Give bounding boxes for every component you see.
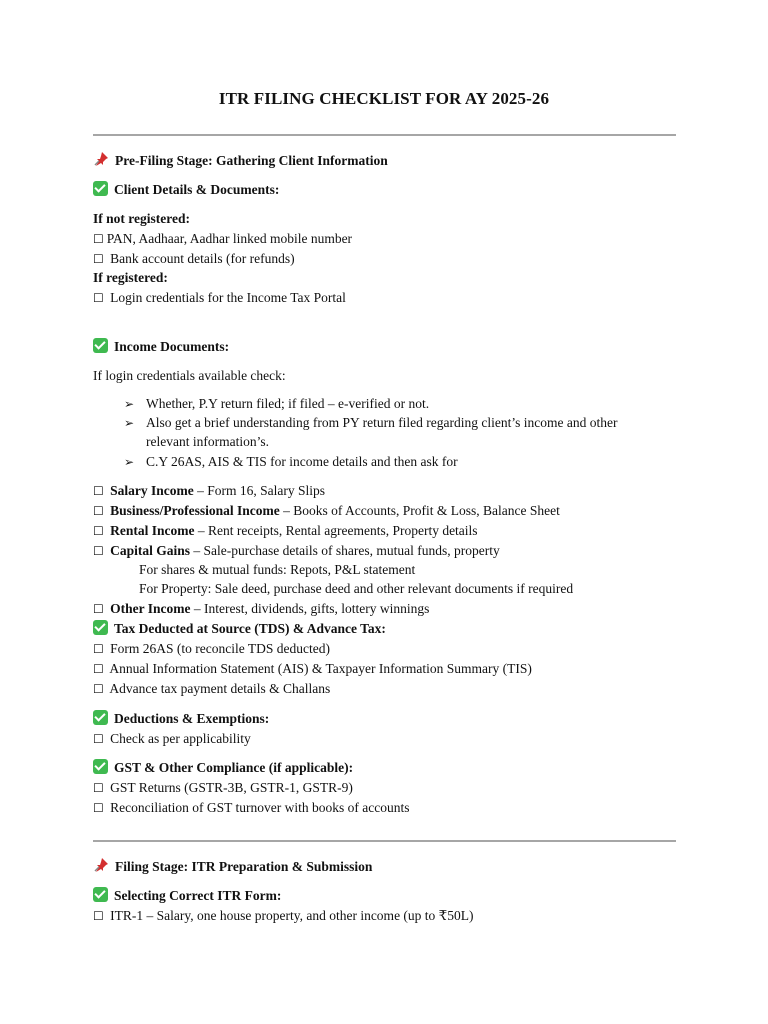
checkbox-icon[interactable]: ☐: [93, 682, 104, 696]
checklist-item[interactable]: ☐ Check as per applicability: [93, 731, 251, 746]
checkbox-icon[interactable]: ☐: [93, 732, 104, 746]
checklist-item-salary[interactable]: ☐ Salary Income – Form 16, Salary Slips: [93, 483, 326, 498]
label-registered: If registered:: [93, 270, 168, 285]
bullet-item: Also get a brief understanding from PY return filed regarding client’s income and other: [146, 415, 618, 430]
checklist-item[interactable]: ☐ PAN, Aadhaar, Aadhar linked mobile number: [93, 231, 353, 246]
check-mark-icon: [93, 338, 108, 353]
checkbox-icon[interactable]: ☐: [93, 909, 104, 923]
checklist-item-business[interactable]: ☐ Business/Professional Income – Books of Accounts, Profit & Loss, Balance Sheet: [93, 503, 560, 518]
checklist-item-other-income[interactable]: ☐ Other Income – Interest, dividends, gifts, lottery winnings: [93, 601, 430, 616]
checkbox-icon[interactable]: ☐: [93, 524, 104, 538]
checklist-item[interactable]: ☐ Login credentials for the Income Tax Portal: [93, 290, 346, 305]
subsection-heading-gst: GST & Other Compliance (if applicable):: [93, 759, 353, 777]
checkbox-icon[interactable]: ☐: [93, 642, 104, 656]
section-heading-pre-filing: Pre-Filing Stage: Gathering Client Information: [93, 151, 388, 170]
checkbox-icon[interactable]: ☐: [93, 252, 104, 266]
checkbox-icon[interactable]: ☐: [93, 484, 104, 498]
capital-gains-detail: For Property: Sale deed, purchase deed and other relevant documents if required: [139, 581, 574, 596]
bullet-item-continuation: relevant information’s.: [146, 434, 269, 449]
checklist-item[interactable]: ☐ Advance tax payment details & Challans: [93, 681, 331, 696]
check-mark-icon: [93, 759, 108, 774]
bullet-item: C.Y 26AS, AIS & TIS for income details and then ask for: [146, 454, 458, 469]
arrowhead-bullet-icon: ➢: [124, 397, 135, 411]
check-mark-icon: [93, 181, 108, 196]
checkbox-icon[interactable]: ☐: [93, 662, 104, 676]
checkbox-icon[interactable]: ☐: [93, 504, 104, 518]
subsection-heading-tds: Tax Deducted at Source (TDS) & Advance Tax:: [93, 620, 386, 638]
checklist-item[interactable]: ☐ Form 26AS (to reconcile TDS deducted): [93, 641, 330, 656]
subsection-heading-income-documents: Income Documents:: [93, 338, 229, 356]
checkbox-icon[interactable]: ☐: [93, 801, 104, 815]
subsection-heading-itr-form: Selecting Correct ITR Form:: [93, 887, 281, 905]
checkbox-icon[interactable]: ☐: [93, 781, 104, 795]
checkbox-icon[interactable]: ☐: [93, 291, 104, 305]
label-not-registered: If not registered:: [93, 211, 190, 226]
income-intro: If login credentials available check:: [93, 368, 286, 383]
checklist-item[interactable]: ☐ GST Returns (GSTR-3B, GSTR-1, GSTR-9): [93, 780, 353, 795]
checklist-item[interactable]: ☐ Reconciliation of GST turnover with books of accounts: [93, 800, 410, 815]
arrowhead-bullet-icon: ➢: [124, 455, 135, 469]
bullet-item: Whether, P.Y return filed; if filed – e-verified or not.: [146, 396, 430, 411]
document-title: ITR FILING CHECKLIST FOR AY 2025-26: [218, 89, 550, 108]
checklist-item[interactable]: ☐ ITR-1 – Salary, one house property, and other income (up to ₹50L): [93, 908, 474, 923]
divider: [93, 134, 676, 136]
check-mark-icon: [93, 887, 108, 902]
checklist-item-rental[interactable]: ☐ Rental Income – Rent receipts, Rental agreements, Property details: [93, 523, 478, 538]
checkbox-icon[interactable]: ☐: [93, 602, 104, 616]
pushpin-icon: [93, 151, 109, 167]
checklist-item-capital-gains[interactable]: ☐ Capital Gains – Sale-purchase details of shares, mutual funds, property: [93, 543, 500, 558]
capital-gains-detail: For shares & mutual funds: Repots, P&L statement: [139, 562, 416, 577]
pushpin-icon: [93, 857, 109, 873]
arrowhead-bullet-icon: ➢: [124, 416, 135, 430]
checklist-item[interactable]: ☐ Annual Information Statement (AIS) & Taxpayer Information Summary (TIS): [93, 661, 532, 676]
checklist-item[interactable]: ☐ Bank account details (for refunds): [93, 251, 295, 266]
check-mark-icon: [93, 620, 108, 635]
checkbox-icon[interactable]: ☐: [93, 232, 104, 246]
checkbox-icon[interactable]: ☐: [93, 544, 104, 558]
section-heading-filing: Filing Stage: ITR Preparation & Submission: [93, 857, 372, 876]
divider: [93, 840, 676, 842]
check-mark-icon: [93, 710, 108, 725]
subsection-heading-deductions: Deductions & Exemptions:: [93, 710, 269, 728]
subsection-heading-client-details: Client Details & Documents:: [93, 181, 279, 199]
